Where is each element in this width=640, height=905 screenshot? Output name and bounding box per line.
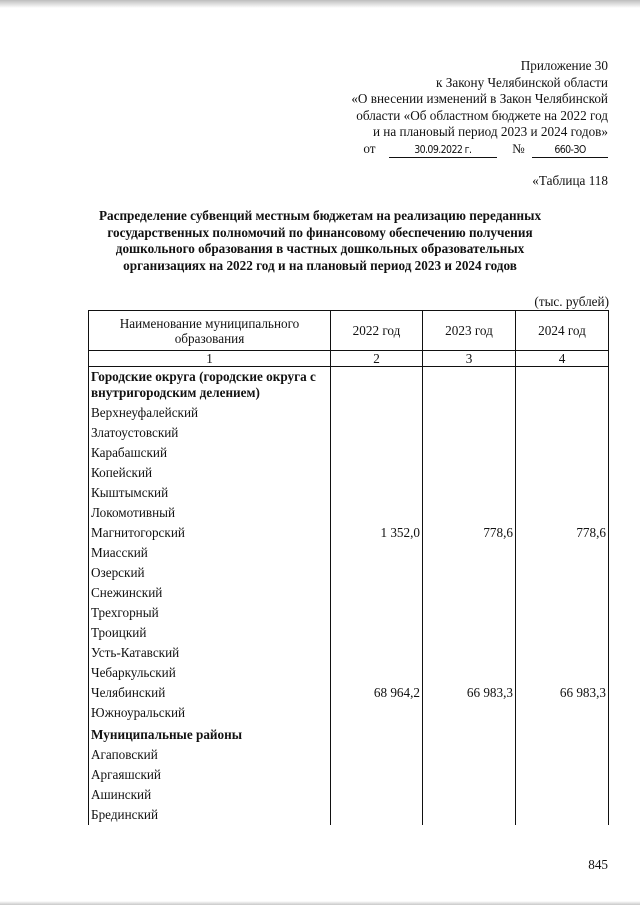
- value-2024: [516, 663, 609, 683]
- value-2024: [516, 503, 609, 523]
- appendix-header: [351, 58, 608, 158]
- date-prefix: от: [363, 140, 376, 156]
- value-2023: 778,6: [423, 523, 516, 543]
- municipality-name: Озерский: [89, 563, 331, 583]
- value-2024: [516, 583, 609, 603]
- municipality-name: Городские округа (городские округа с внутригородским делением): [89, 367, 331, 404]
- value-2022: [331, 443, 423, 463]
- municipality-name: Кыштымский: [89, 483, 331, 503]
- value-2023: [423, 443, 516, 463]
- value-2024: [516, 703, 609, 723]
- municipality-name: Брединский: [89, 805, 331, 825]
- municipality-name: Чебаркульский: [89, 663, 331, 683]
- municipality-name: Златоустовский: [89, 423, 331, 443]
- municipality-name: Агаповский: [89, 745, 331, 765]
- municipality-name: Миасский: [89, 543, 331, 563]
- value-2024: [516, 443, 609, 463]
- municipality-name: Карабашский: [89, 443, 331, 463]
- value-2024: 66 983,3: [516, 683, 609, 703]
- value-2024: [516, 367, 609, 404]
- value-2022: [331, 583, 423, 603]
- subvention-table: [88, 310, 609, 825]
- value-2024: [516, 623, 609, 643]
- table-row: [89, 663, 609, 683]
- number-prefix: №: [512, 140, 525, 156]
- table-row: [89, 563, 609, 583]
- table-row: [89, 805, 609, 825]
- value-2022: 68 964,2: [331, 683, 423, 703]
- value-2023: [423, 703, 516, 723]
- value-2023: [423, 643, 516, 663]
- value-2023: [423, 423, 516, 443]
- value-2022: [331, 623, 423, 643]
- table-row: [89, 703, 609, 723]
- value-2022: [331, 483, 423, 503]
- value-2022: [331, 367, 423, 404]
- value-2023: [423, 745, 516, 765]
- value-2024: [516, 643, 609, 663]
- column-number: 4: [516, 351, 609, 367]
- table-row: [89, 603, 609, 623]
- value-2023: [423, 583, 516, 603]
- municipality-name: Аргаяшский: [89, 765, 331, 785]
- value-2023: [423, 463, 516, 483]
- table-row: [89, 683, 609, 703]
- table-row: [89, 643, 609, 663]
- value-2024: 778,6: [516, 523, 609, 543]
- table-group-row: [89, 723, 609, 745]
- value-2022: [331, 745, 423, 765]
- municipality-name: Ашинский: [89, 785, 331, 805]
- value-2022: [331, 563, 423, 583]
- value-2022: 1 352,0: [331, 523, 423, 543]
- law-number: 660-ЗО: [532, 144, 608, 158]
- column-header-name: Наименование муниципального образования: [89, 311, 331, 351]
- value-2023: [423, 563, 516, 583]
- value-2023: [423, 603, 516, 623]
- table-row: [89, 623, 609, 643]
- units-label: (тыс. рублей): [534, 294, 609, 309]
- value-2022: [331, 765, 423, 785]
- appendix-line: области «Об областном бюджете на 2022 год: [356, 107, 608, 123]
- appendix-line: Приложение 30: [520, 58, 608, 73]
- value-2023: [423, 723, 516, 745]
- table-group-row: [89, 367, 609, 404]
- value-2023: [423, 543, 516, 563]
- table-row: [89, 745, 609, 765]
- table-label: «Таблица 118: [532, 173, 608, 188]
- scan-edge-top: [0, 0, 640, 8]
- municipality-name: Троицкий: [89, 623, 331, 643]
- document-title: Распределение субвенций местным бюджетам на реализацию переданных государственных полномочий по финансовому обеспечению получения дошкольного образования в частных дошкольных образовательных организациях на 2022 год и на плановый период 2023 и 2024 годов: [98, 208, 542, 273]
- value-2023: [423, 367, 516, 404]
- law-date: 30.09.2022 г.: [389, 144, 497, 158]
- table-row: [89, 523, 609, 543]
- table-row: [89, 443, 609, 463]
- value-2024: [516, 403, 609, 423]
- value-2022: [331, 643, 423, 663]
- column-header-2023: 2023 год: [423, 311, 516, 351]
- column-number: 1: [89, 351, 331, 367]
- column-number: 2: [331, 351, 423, 367]
- value-2022: [331, 805, 423, 825]
- value-2022: [331, 403, 423, 423]
- value-2022: [331, 723, 423, 745]
- table-row: [89, 765, 609, 785]
- value-2022: [331, 543, 423, 563]
- value-2023: [423, 805, 516, 825]
- value-2023: [423, 403, 516, 423]
- value-2023: [423, 785, 516, 805]
- appendix-line: и на плановый период 2023 и 2024 годов»: [372, 124, 608, 139]
- value-2022: [331, 503, 423, 523]
- value-2023: [423, 503, 516, 523]
- value-2024: [516, 543, 609, 563]
- value-2022: [331, 423, 423, 443]
- value-2022: [331, 603, 423, 623]
- table-row: [89, 463, 609, 483]
- appendix-line: к Закону Челябинской области: [436, 74, 608, 90]
- table-row: [89, 785, 609, 805]
- value-2024: [516, 723, 609, 745]
- value-2022: [331, 663, 423, 683]
- municipality-name: Южноуральский: [89, 703, 331, 723]
- value-2023: [423, 623, 516, 643]
- value-2024: [516, 785, 609, 805]
- table-header-row: [89, 311, 609, 351]
- municipality-name: Снежинский: [89, 583, 331, 603]
- value-2024: [516, 483, 609, 503]
- column-number-row: [89, 351, 609, 367]
- table-row: [89, 503, 609, 523]
- municipality-name: Трехгорный: [89, 603, 331, 623]
- value-2024: [516, 603, 609, 623]
- table-row: [89, 483, 609, 503]
- value-2022: [331, 785, 423, 805]
- table-row: [89, 543, 609, 563]
- table-row: [89, 403, 609, 423]
- value-2024: [516, 463, 609, 483]
- value-2022: [331, 703, 423, 723]
- municipality-name: Локомотивный: [89, 503, 331, 523]
- page-number: 845: [588, 857, 608, 872]
- column-number: 3: [423, 351, 516, 367]
- value-2024: [516, 805, 609, 825]
- column-header-2024: 2024 год: [516, 311, 609, 351]
- table-row: [89, 583, 609, 603]
- value-2023: [423, 483, 516, 503]
- value-2023: [423, 765, 516, 785]
- appendix-line: «О внесении изменений в Закон Челябинской: [351, 91, 608, 106]
- value-2024: [516, 563, 609, 583]
- value-2023: 66 983,3: [423, 683, 516, 703]
- municipality-name: Челябинский: [89, 683, 331, 703]
- municipality-name: Усть-Катавский: [89, 643, 331, 663]
- municipality-name: Верхнеуфалейский: [89, 403, 331, 423]
- table-body: [89, 367, 609, 826]
- municipality-name: Муниципальные районы: [89, 723, 331, 745]
- column-header-2022: 2022 год: [331, 311, 423, 351]
- value-2024: [516, 765, 609, 785]
- value-2024: [516, 423, 609, 443]
- table-row: [89, 423, 609, 443]
- value-2022: [331, 463, 423, 483]
- value-2024: [516, 745, 609, 765]
- municipality-name: Магнитогорский: [89, 523, 331, 543]
- scan-edge-bottom: [0, 901, 640, 905]
- date-number-line: [351, 141, 608, 158]
- value-2023: [423, 663, 516, 683]
- municipality-name: Копейский: [89, 463, 331, 483]
